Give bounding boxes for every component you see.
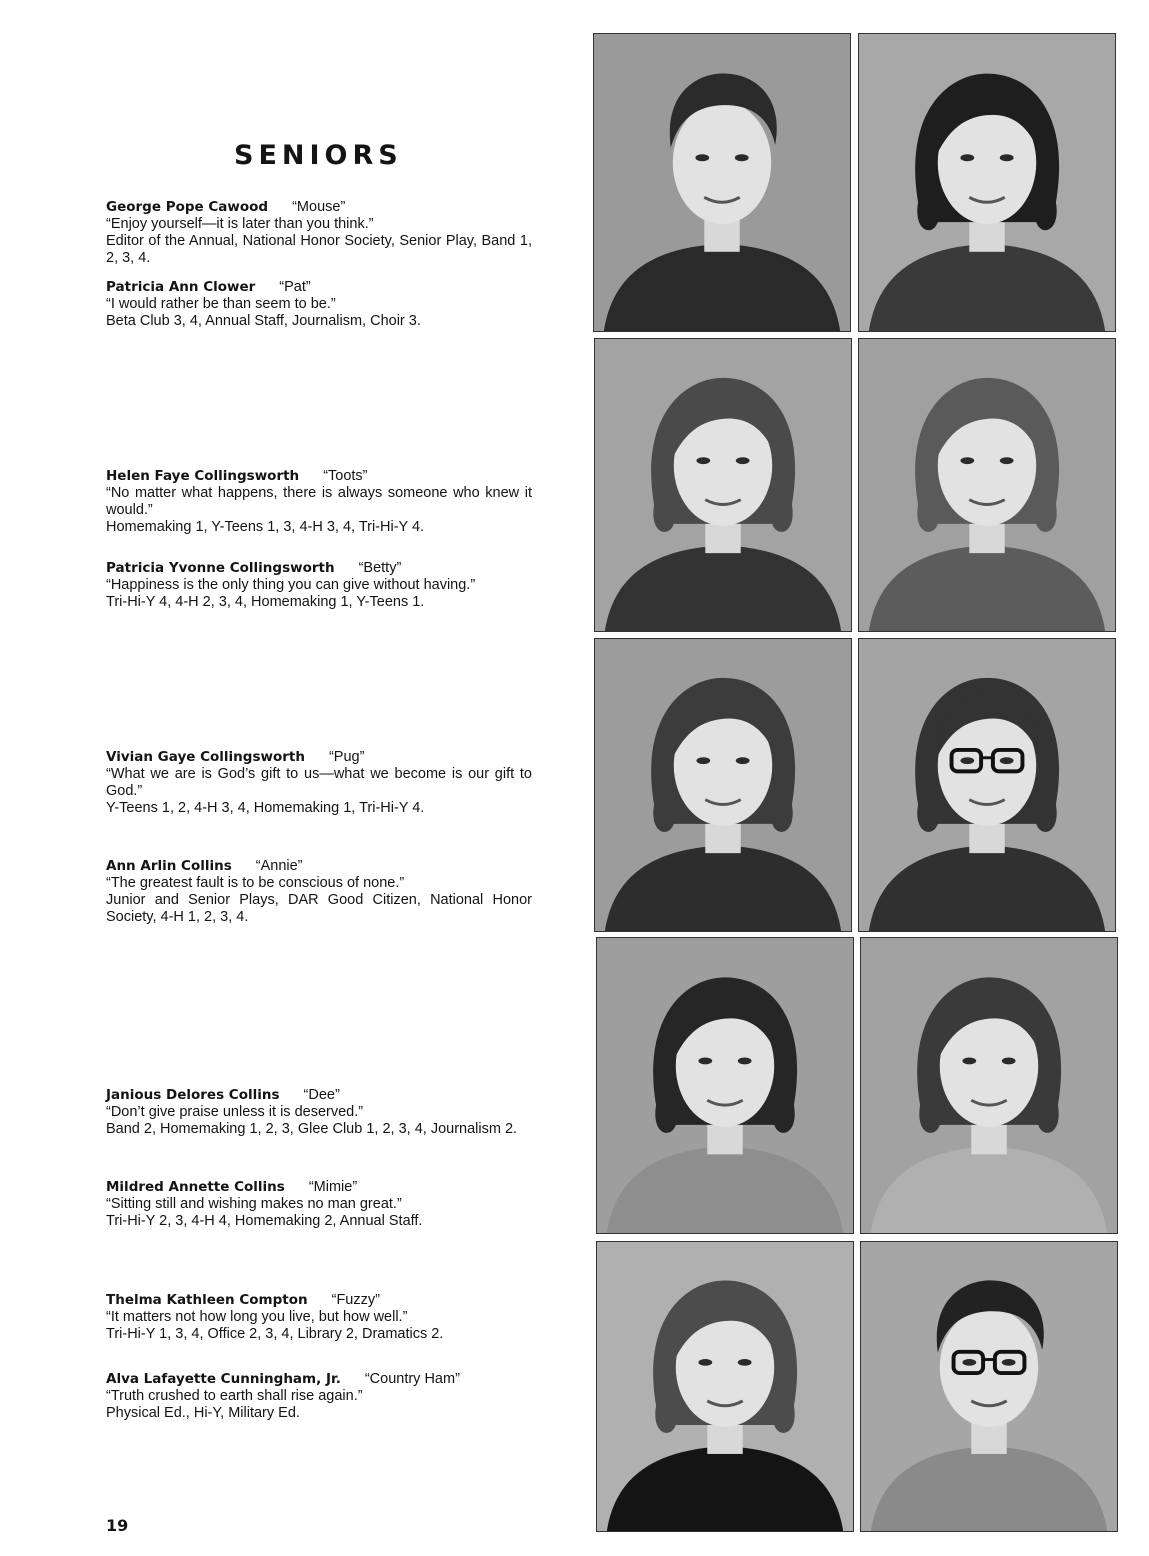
senior-quote: “No matter what happens, there is always someone who knew it would.” [106, 485, 532, 518]
senior-quote: “Sitting still and wishing makes no man great.” [106, 1196, 402, 1212]
senior-nickname: “Country Ham” [364, 1371, 460, 1387]
senior-entry [106, 1179, 532, 1230]
senior-quote: “Don’t give praise unless it is deserved.” [106, 1104, 364, 1120]
senior-activities: Band 2, Homemaking 1, 2, 3, Glee Club 1, 2, 3, 4, Journalism 2. [106, 1121, 518, 1137]
portrait-face [673, 101, 771, 224]
senior-entry [106, 279, 532, 330]
portrait-photo [593, 33, 851, 332]
portrait-photo [594, 638, 852, 932]
senior-nickname: “Mimie” [308, 1179, 358, 1195]
senior-name: Janious Delores Collins [106, 1087, 280, 1103]
senior-entry [106, 199, 532, 267]
senior-name: Mildred Annette Collins [106, 1179, 285, 1195]
senior-entry [106, 560, 532, 611]
senior-entry [106, 858, 532, 926]
senior-activities: Y-Teens 1, 2, 4-H 3, 4, Homemaking 1, Tri-Hi-Y 4. [106, 800, 425, 816]
senior-entry [106, 1371, 532, 1422]
senior-name: Helen Faye Collingsworth [106, 468, 300, 484]
senior-activities: Tri-Hi-Y 1, 3, 4, Office 2, 3, 4, Library 2, Dramatics 2. [106, 1326, 444, 1342]
senior-quote: “It matters not how long you live, but how well.” [106, 1309, 408, 1325]
senior-name: George Pope Cawood [106, 199, 269, 215]
senior-entry [106, 468, 532, 536]
portrait-photo [596, 937, 854, 1234]
page-title: SENIORS [234, 140, 403, 171]
senior-nickname: “Betty” [358, 560, 402, 576]
senior-entry [106, 749, 532, 817]
senior-quote: “Happiness is the only thing you can give without having.” [106, 577, 476, 593]
senior-activities: Editor of the Annual, National Honor Society, Senior Play, Band 1, 2, 3, 4. [106, 233, 532, 266]
portrait-photo [858, 338, 1116, 632]
senior-activities: Beta Club 3, 4, Annual Staff, Journalism, Choir 3. [106, 313, 421, 329]
senior-activities: Tri-Hi-Y 2, 3, 4-H 4, Homemaking 2, Annual Staff. [106, 1213, 423, 1229]
senior-entry [106, 1292, 532, 1343]
senior-quote: “Truth crushed to earth shall rise again.” [106, 1388, 363, 1404]
senior-quote: “What we are is God’s gift to us—what we become is our gift to God.” [106, 766, 532, 799]
portrait-photo [858, 638, 1116, 932]
senior-nickname: “Fuzzy” [331, 1292, 380, 1308]
senior-nickname: “Toots” [323, 468, 368, 484]
portrait-photo [858, 33, 1116, 332]
portrait-photo [594, 338, 852, 632]
senior-nickname: “Dee” [303, 1087, 340, 1103]
senior-activities: Physical Ed., Hi-Y, Military Ed. [106, 1405, 300, 1421]
senior-nickname: “Annie” [255, 858, 303, 874]
portrait-photo [860, 937, 1118, 1234]
senior-nickname: “Mouse” [292, 199, 346, 215]
page-number: 19 [106, 1516, 129, 1535]
portrait-photo [596, 1241, 854, 1532]
senior-quote: “The greatest fault is to be conscious of none.” [106, 875, 405, 891]
senior-name: Patricia Ann Clower [106, 279, 256, 295]
portrait-photo [860, 1241, 1118, 1532]
senior-entry [106, 1087, 532, 1138]
senior-nickname: “Pug” [328, 749, 365, 765]
senior-activities: Homemaking 1, Y-Teens 1, 3, 4-H 3, 4, Tri-Hi-Y 4. [106, 519, 425, 535]
senior-activities: Junior and Senior Plays, DAR Good Citizen, National Honor Society, 4-H 1, 2, 3, 4. [106, 892, 532, 925]
senior-name: Vivian Gaye Collingsworth [106, 749, 305, 765]
senior-name: Alva Lafayette Cunningham, Jr. [106, 1371, 341, 1387]
senior-name: Ann Arlin Collins [106, 858, 232, 874]
senior-nickname: “Pat” [279, 279, 311, 295]
senior-quote: “Enjoy yourself—it is later than you think.” [106, 216, 374, 232]
senior-quote: “I would rather be than seem to be.” [106, 296, 336, 312]
senior-activities: Tri-Hi-Y 4, 4-H 2, 3, 4, Homemaking 1, Y-Teens 1. [106, 594, 425, 610]
senior-name: Patricia Yvonne Collingsworth [106, 560, 335, 576]
senior-name: Thelma Kathleen Compton [106, 1292, 308, 1308]
